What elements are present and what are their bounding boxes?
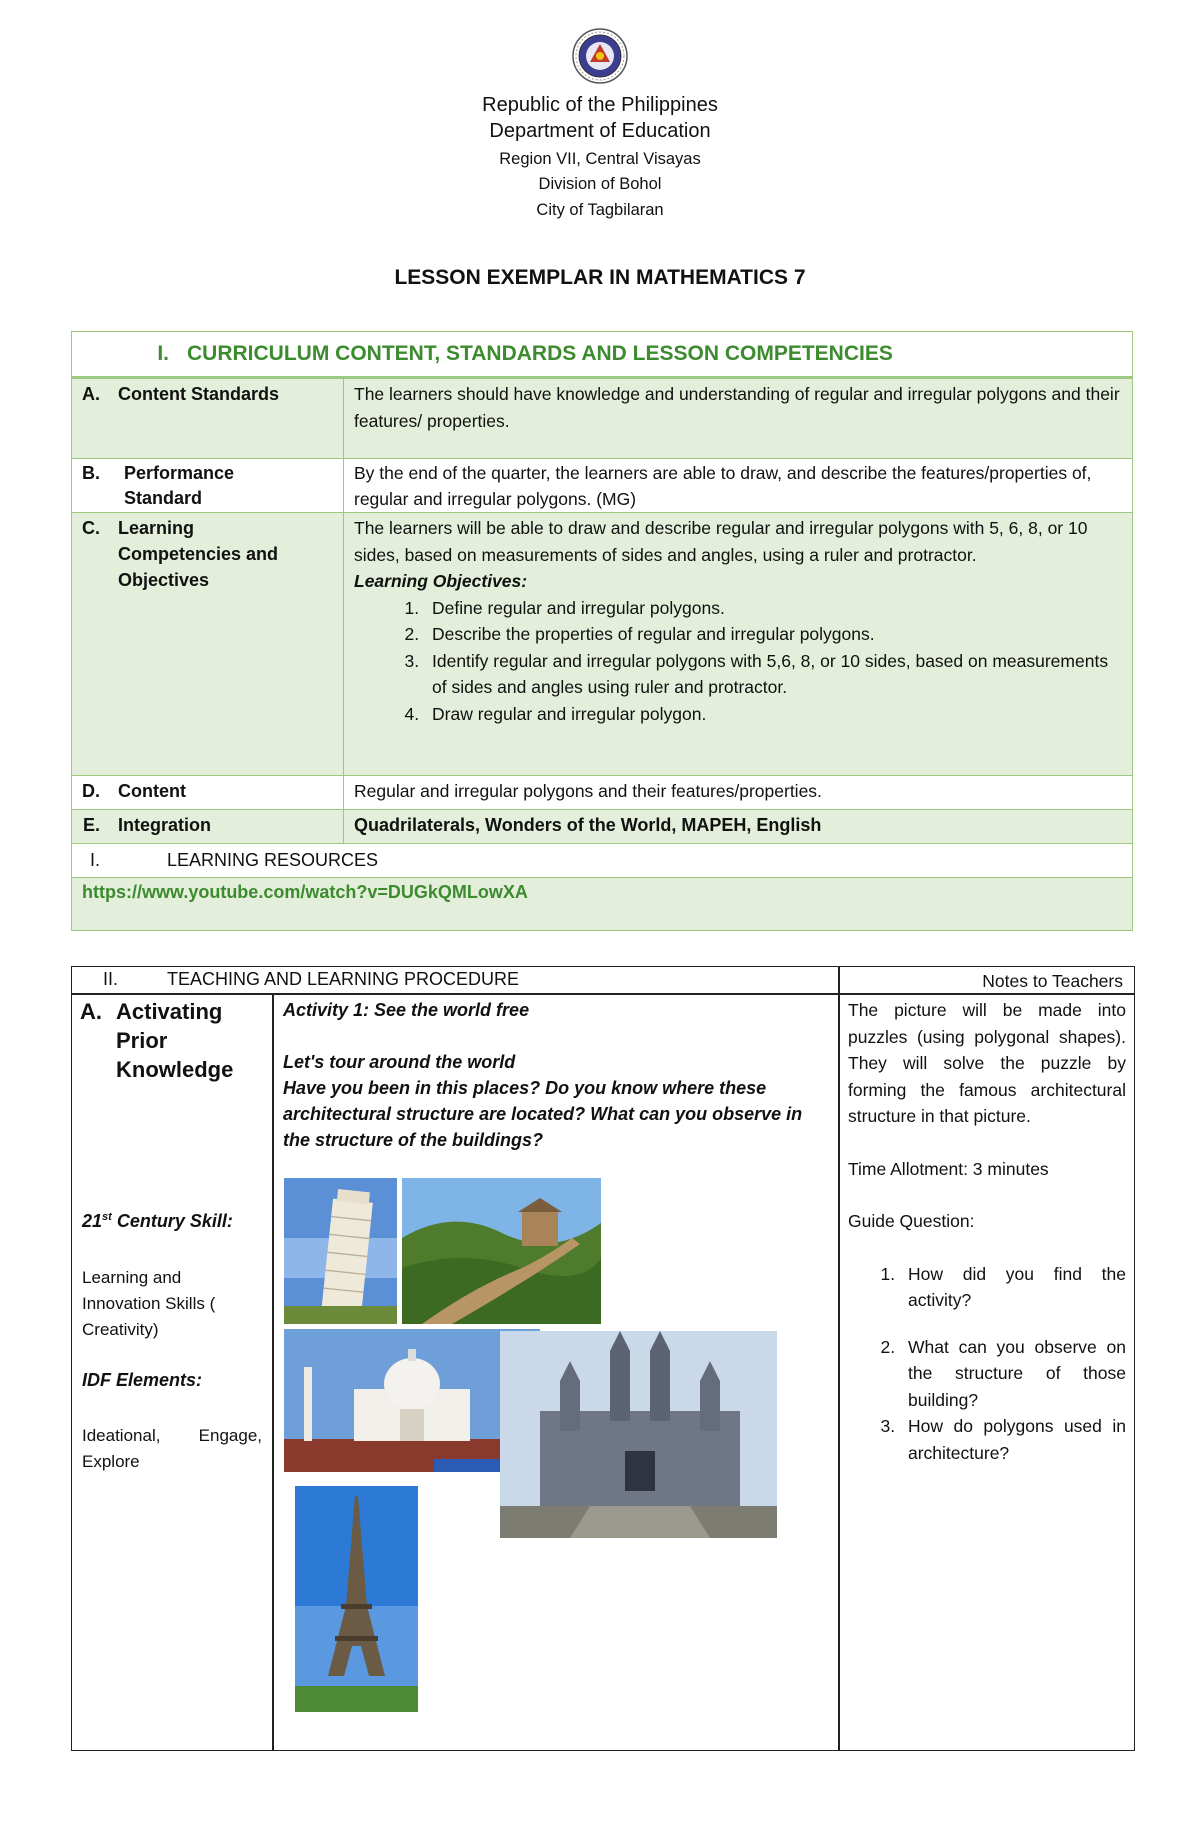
performance-standard-row [72, 459, 1132, 513]
resource-link[interactable]: https://www.youtube.com/watch?v=DUGkQMLowXA [82, 882, 528, 902]
row-letter: D. [82, 781, 100, 801]
resources-number: I. [89, 850, 100, 870]
century-skill-label [82, 1211, 233, 1232]
cathedral-photo [500, 1331, 777, 1538]
notes-intro: The picture will be made into puzzles (using polygonal shapes). They will solve the puzzle by forming the famous architectural structure in that picture. [848, 1000, 1126, 1126]
row-letter: E. [82, 815, 100, 835]
list-item: 2. What can you observe on the structure of those building? [900, 1334, 1126, 1414]
idf-label: IDF Elements: [82, 1370, 203, 1390]
row-label: Activating Prior Knowledge [116, 999, 234, 1082]
procedure-table [71, 966, 1135, 1751]
list-item: 4. Draw regular and irregular polygon. [424, 701, 1124, 728]
learning-resources-row [72, 844, 1132, 878]
activity-title: Activity 1: See the world free [283, 1000, 530, 1020]
activity-content [283, 997, 831, 1153]
section1-heading: CURRICULUM CONTENT, STANDARDS AND LESSON COMPETENCIES [187, 342, 893, 365]
row-letter: B. [82, 463, 100, 483]
list-item: 1. Define regular and irregular polygons. [424, 595, 1124, 622]
skill-text: Century Skill: [111, 1211, 233, 1231]
department-line: Department of Education [489, 120, 711, 142]
city-line: City of Tagbilaran [536, 201, 664, 219]
idf-text: Ideational, Engage, Explore [82, 1426, 262, 1471]
objectives-list [354, 595, 1124, 728]
guide-question-list [848, 1261, 1126, 1467]
guide-question-label: Guide Question: [848, 1211, 975, 1231]
section2-number: II. [102, 969, 118, 989]
row-label: Content Standards [118, 384, 280, 404]
content-row [72, 776, 1132, 810]
section1-heading-row [72, 332, 1132, 379]
division-line: Division of Bohol [538, 175, 662, 193]
leaning-tower-of-pisa-photo [284, 1178, 397, 1324]
time-allotment: Time Allotment: 3 minutes [848, 1158, 1049, 1179]
row-letter: C. [82, 518, 100, 538]
resource-link-row [72, 878, 1132, 930]
row-letter: A. [82, 384, 100, 404]
column-divider [838, 966, 840, 1751]
column-divider [272, 995, 274, 1751]
activating-prior-knowledge [80, 997, 266, 1084]
deped-seal-icon [572, 28, 628, 84]
century-skill-text: Learning and Innovation Skills ( Creativity) [82, 1268, 216, 1339]
objectives-label: Learning Objectives: [354, 571, 528, 591]
row-label: Learning Competencies and Objectives [118, 518, 279, 590]
section1-number: I. [157, 342, 169, 365]
content-standards-row [72, 379, 1132, 459]
list-item: 2. Describe the properties of regular and irregular polygons. [424, 621, 1124, 648]
notes-heading: Notes to Teachers [982, 971, 1123, 991]
row-text: Regular and irregular polygons and their features/properties. [354, 781, 822, 801]
row-label: Integration [118, 815, 211, 835]
row-text: The learners will be able to draw and describe regular and irregular polygons with 5, 6, 8, or 10 sides, based on measurements of sides and angles, using a ruler and protractor. [354, 518, 1088, 565]
integration-row [72, 810, 1132, 844]
curriculum-table [71, 331, 1133, 931]
questions-text: Have you been in this places? Do you know where these architectural structure are located? What can you observe in the structure of the buildings? [283, 1078, 803, 1150]
list-item: 1. How did you find the activity? [900, 1261, 1126, 1314]
republic-line: Republic of the Philippines [482, 94, 718, 116]
header-divider [72, 993, 1134, 995]
skill-number: 21 [82, 1211, 103, 1231]
page-title: LESSON EXEMPLAR IN MATHEMATICS 7 [394, 266, 806, 289]
deped-seal [572, 28, 628, 84]
region-line: Region VII, Central Visayas [499, 150, 701, 168]
skill-superscript: st [102, 1211, 112, 1223]
row-label: Content [118, 781, 186, 801]
eiffel-tower-photo [295, 1486, 418, 1712]
tour-text: Let's tour around the world [283, 1052, 516, 1072]
row-text: By the end of the quarter, the learners are able to draw, and describe the features/properties of, regular and irregular polygons. (MG) [354, 463, 1092, 509]
section2-header [72, 969, 519, 990]
resources-heading: LEARNING RESOURCES [167, 850, 379, 870]
row-text: The learners should have knowledge and understanding of regular and irregular polygons and their features/ properties. [354, 384, 1120, 431]
row-label: Performance Standard [124, 463, 235, 508]
row-letter: A. [80, 999, 102, 1024]
list-item: 3. Identify regular and irregular polygons with 5,6, 8, or 10 sides, based on measurements of sides and angles using ruler and protractor. [424, 648, 1124, 701]
learning-competencies-row [72, 513, 1132, 776]
great-wall-of-china-photo [402, 1178, 601, 1324]
section2-heading: TEACHING AND LEARNING PROCEDURE [167, 969, 520, 989]
row-text: Quadrilaterals, Wonders of the World, MAPEH, English [354, 815, 822, 835]
notes-content [848, 997, 1126, 1466]
list-item: 3. How do polygons used in architecture? [900, 1413, 1126, 1466]
